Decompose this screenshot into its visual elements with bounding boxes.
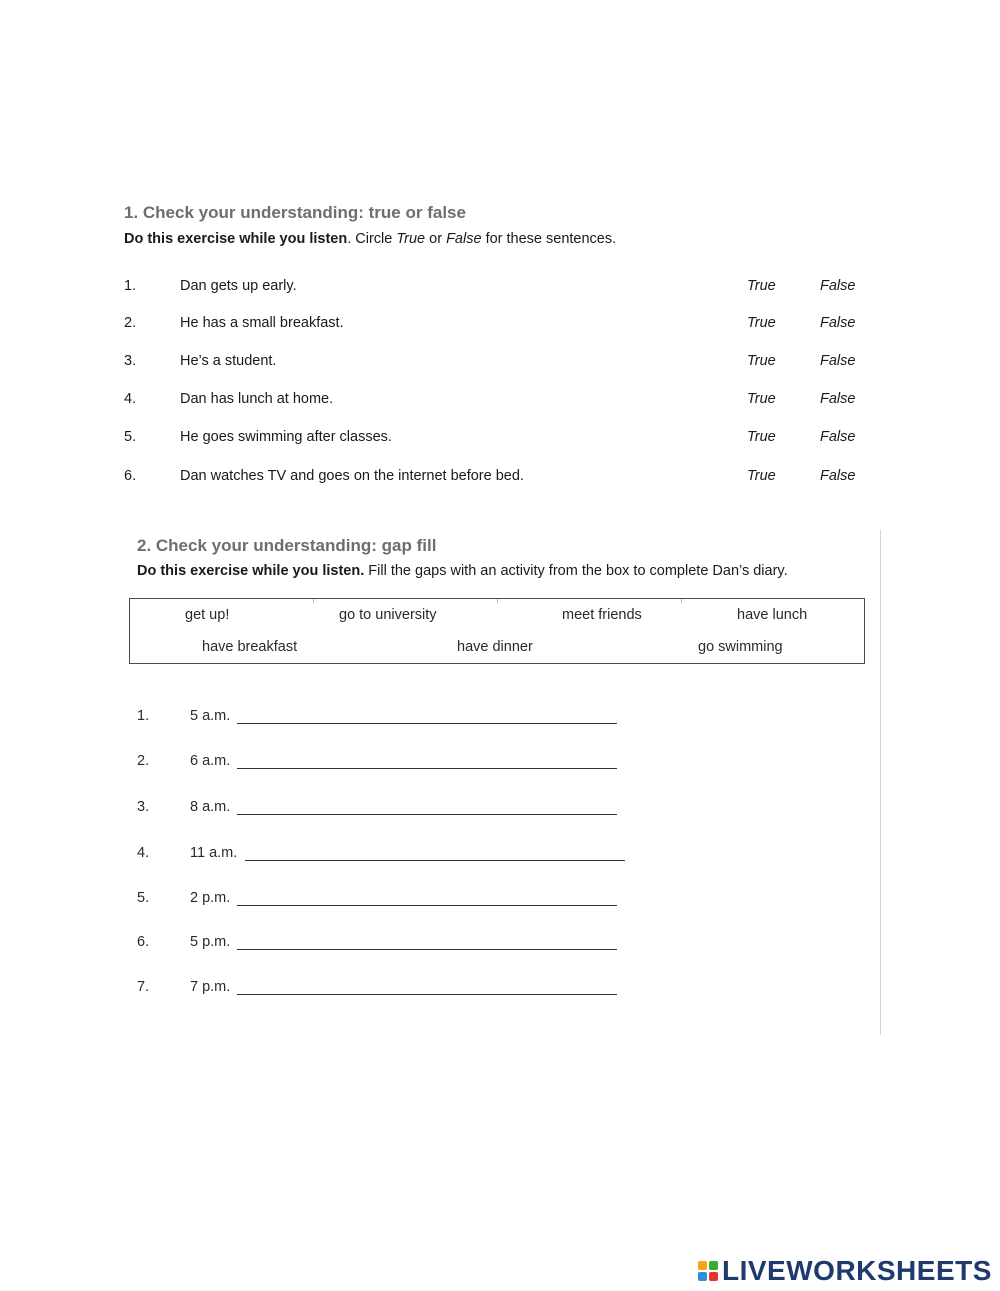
item-sentence: Dan has lunch at home. xyxy=(180,391,334,407)
true-false-item xyxy=(124,278,864,300)
logo-block xyxy=(709,1261,718,1270)
word-option: have breakfast xyxy=(202,639,298,655)
true-option[interactable]: True xyxy=(747,278,776,294)
item-number: 5. xyxy=(137,890,150,906)
item-time: 8 a.m. xyxy=(190,799,231,815)
item-number: 1. xyxy=(137,708,150,724)
true-option[interactable]: True xyxy=(747,391,776,407)
true-false-item xyxy=(124,468,864,490)
instruction-true-word: True xyxy=(396,231,426,247)
item-sentence: Dan gets up early. xyxy=(180,278,297,294)
item-number: 2. xyxy=(137,753,150,769)
logo-block xyxy=(709,1272,718,1281)
word-option: go swimming xyxy=(698,639,783,655)
section-1-title: 1. Check your understanding: true or false xyxy=(124,203,466,222)
item-number: 6. xyxy=(124,468,137,484)
answer-blank[interactable] xyxy=(237,768,617,769)
item-number: 1. xyxy=(124,278,137,294)
answer-blank[interactable] xyxy=(237,814,617,815)
page-divider-line xyxy=(880,530,881,1035)
section-2-title: 2. Check your understanding: gap fill xyxy=(137,536,437,555)
false-option[interactable]: False xyxy=(820,278,856,294)
false-option[interactable]: False xyxy=(820,353,856,369)
logo-mark-icon xyxy=(698,1261,718,1281)
true-false-item xyxy=(124,353,864,375)
instruction-text: for these sentences. xyxy=(481,231,617,247)
item-number: 6. xyxy=(137,934,150,950)
true-option[interactable]: True xyxy=(747,315,776,331)
item-time: 11 a.m. xyxy=(190,845,238,861)
instruction-bold: Do this exercise while you listen xyxy=(124,231,348,247)
section-2-instruction xyxy=(137,563,788,579)
answer-blank[interactable] xyxy=(237,949,617,950)
word-box xyxy=(129,598,865,664)
item-time: 2 p.m. xyxy=(190,890,231,906)
item-time: 7 p.m. xyxy=(190,979,231,995)
true-false-item xyxy=(124,429,864,451)
liveworksheets-logo xyxy=(698,1254,992,1288)
divider-tick xyxy=(497,599,498,603)
instruction-text: . Circle xyxy=(347,231,397,247)
instruction-text: Fill the gaps with an activity from the box to complete Dan’s diary. xyxy=(364,563,788,579)
item-number: 2. xyxy=(124,315,137,331)
true-option[interactable]: True xyxy=(747,429,776,445)
item-time: 5 p.m. xyxy=(190,934,231,950)
item-number: 7. xyxy=(137,979,150,995)
instruction-bold: Do this exercise while you listen. xyxy=(137,563,365,579)
item-number: 4. xyxy=(124,391,137,407)
word-option: have dinner xyxy=(457,639,533,655)
item-number: 3. xyxy=(137,799,150,815)
item-sentence: He has a small breakfast. xyxy=(180,315,344,331)
false-option[interactable]: False xyxy=(820,391,856,407)
divider-tick xyxy=(681,599,682,603)
answer-blank[interactable] xyxy=(237,905,617,906)
true-option[interactable]: True xyxy=(747,468,776,484)
word-option: get up! xyxy=(185,607,230,623)
logo-text: LIVEWORKSHEETS xyxy=(722,1255,992,1286)
logo-block xyxy=(698,1272,707,1281)
word-option: meet friends xyxy=(562,607,642,623)
true-false-item xyxy=(124,315,864,337)
section-1-instruction xyxy=(124,231,616,247)
divider-tick xyxy=(313,599,314,603)
false-option[interactable]: False xyxy=(820,429,856,445)
answer-blank[interactable] xyxy=(237,994,617,995)
item-number: 3. xyxy=(124,353,137,369)
item-sentence: He goes swimming after classes. xyxy=(180,429,392,445)
logo-block xyxy=(698,1261,707,1270)
false-option[interactable]: False xyxy=(820,468,856,484)
item-sentence: He’s a student. xyxy=(180,353,277,369)
instruction-text: or xyxy=(425,231,447,247)
answer-blank[interactable] xyxy=(245,860,625,861)
true-false-item xyxy=(124,391,864,413)
item-time: 5 a.m. xyxy=(190,708,231,724)
false-option[interactable]: False xyxy=(820,315,856,331)
instruction-false-word: False xyxy=(446,231,482,247)
word-option: go to university xyxy=(339,607,437,623)
item-time: 6 a.m. xyxy=(190,753,231,769)
true-option[interactable]: True xyxy=(747,353,776,369)
item-number: 4. xyxy=(137,845,150,861)
item-sentence: Dan watches TV and goes on the internet before bed. xyxy=(180,468,524,484)
word-option: have lunch xyxy=(737,607,808,623)
answer-blank[interactable] xyxy=(237,723,617,724)
item-number: 5. xyxy=(124,429,137,445)
